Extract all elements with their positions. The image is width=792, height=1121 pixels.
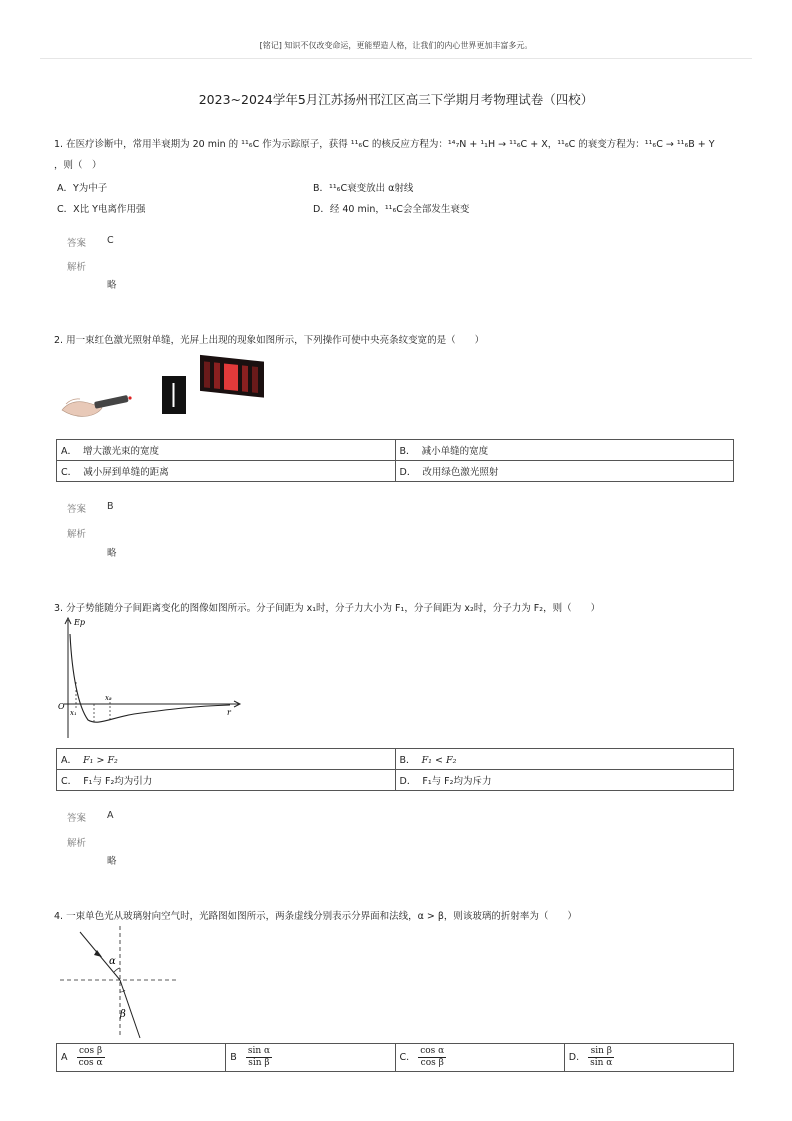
question-1-answer: C	[107, 235, 114, 246]
question-3-option-b[interactable]: B． F₁ < F₂	[395, 749, 734, 770]
question-1-analysis: 略	[107, 280, 117, 291]
question-3-options-table	[56, 748, 734, 791]
question-2-option-a[interactable]: A． 增大激光束的宽度	[57, 440, 396, 461]
question-3-option-a[interactable]: A． F₁ > F₂	[57, 749, 396, 770]
header-divider	[40, 58, 752, 59]
refraction-diagram	[56, 924, 180, 1040]
question-2-options-table	[56, 439, 734, 482]
question-2-answer-label: 答案	[67, 504, 87, 515]
diffraction-screen	[200, 355, 264, 398]
question-4-stem: 4. 一束单色光从玻璃射向空气时，光路图如图所示，两条虚线分别表示分界面和法线，α > β，则该玻璃的折射率为（ ）	[54, 911, 577, 922]
question-1-option-b[interactable]: B．¹¹₆C衰变放出 α射线	[313, 183, 414, 194]
question-1-option-d[interactable]: D．经 40 min，¹¹₆C会全部发生衰变	[313, 204, 470, 215]
question-3-answer: A	[107, 810, 114, 821]
beta-label: β	[120, 1009, 126, 1020]
question-2-option-b[interactable]: B． 减小单缝的宽度	[395, 440, 734, 461]
question-2-stem: 2. 用一束红色激光照射单缝，光屏上出现的现象如图所示，下列操作可使中央亮条纹变宽的是（ ）	[54, 335, 485, 346]
question-2-option-d[interactable]: D． 改用绿色激光照射	[395, 461, 734, 482]
question-3-answer-label: 答案	[67, 813, 87, 824]
question-4-option-c[interactable]: C. $\frac{\text{cos α}}{\text{cos β}}$	[395, 1044, 564, 1072]
question-1-answer-label: 答案	[67, 238, 87, 249]
potential-energy-graph	[54, 614, 246, 740]
question-3-stem: 3. 分子势能随分子间距离变化的图像如图所示。分子间距为 x₁时，分子力大小为 F₁，分子间距为 x₂时，分子力为 F₂，则（ ）	[54, 603, 601, 614]
question-2-analysis: 略	[107, 548, 117, 559]
question-4-options-table	[56, 1043, 734, 1072]
question-3-analysis-label: 解析	[67, 838, 87, 849]
question-1-analysis-label: 解析	[67, 262, 87, 273]
origin-label: O	[58, 702, 65, 711]
question-1-option-a[interactable]: A．Y为中子	[57, 183, 108, 194]
x2-label: x₂	[105, 694, 112, 702]
alpha-label: α	[109, 956, 116, 967]
incident-arrow	[94, 950, 102, 957]
question-2-option-c[interactable]: C． 减小屏到单缝的距离	[57, 461, 396, 482]
laser-tip	[128, 396, 131, 399]
x-axis-label: r	[227, 708, 231, 717]
question-4-option-a[interactable]: A $\frac{\text{cos β}}{\text{cos α}}$	[57, 1044, 226, 1072]
question-2-answer: B	[107, 501, 114, 512]
slit-opening	[173, 383, 175, 407]
question-3-analysis: 略	[107, 856, 117, 867]
laser-pointer	[94, 395, 129, 409]
question-1-stem: 1. 在医疗诊断中，常用半衰期为 20 min 的 ¹¹₆C 作为示踪原子，获得 ¹¹₆C 的核反应方程为：¹⁴₇N + ¹₁H → ¹¹₆C + X，¹¹₆C 的衰变方程为：¹¹₆C → ¹¹₆B + Y	[54, 139, 715, 150]
page-title: 2023~2024学年5月江苏扬州邗江区高三下学期月考物理试卷（四校）	[198, 92, 594, 107]
header-motto: [铭记] 知识不仅改变命运，更能塑造人格，让我们的内心世界更加丰富多元。	[259, 41, 533, 50]
question-2-analysis-label: 解析	[67, 529, 87, 540]
question-4-option-d[interactable]: D. $\frac{\text{sin β}}{\text{sin α}}$	[564, 1044, 733, 1072]
y-axis-label: Ep	[74, 618, 85, 627]
question-1-option-c[interactable]: C．X比 Y电离作用强	[57, 204, 146, 215]
laser-slit-figure	[58, 352, 268, 432]
question-1-stem-tail: ，则（ ）	[54, 160, 102, 171]
question-3-option-c[interactable]: C． F₁与 F₂均为引力	[57, 770, 396, 791]
question-4-option-b[interactable]: B $\frac{\text{sin α}}{\text{sin β}}$	[226, 1044, 395, 1072]
question-3-option-d[interactable]: D． F₁与 F₂均为斥力	[395, 770, 734, 791]
x1-label: x₁	[70, 709, 77, 717]
